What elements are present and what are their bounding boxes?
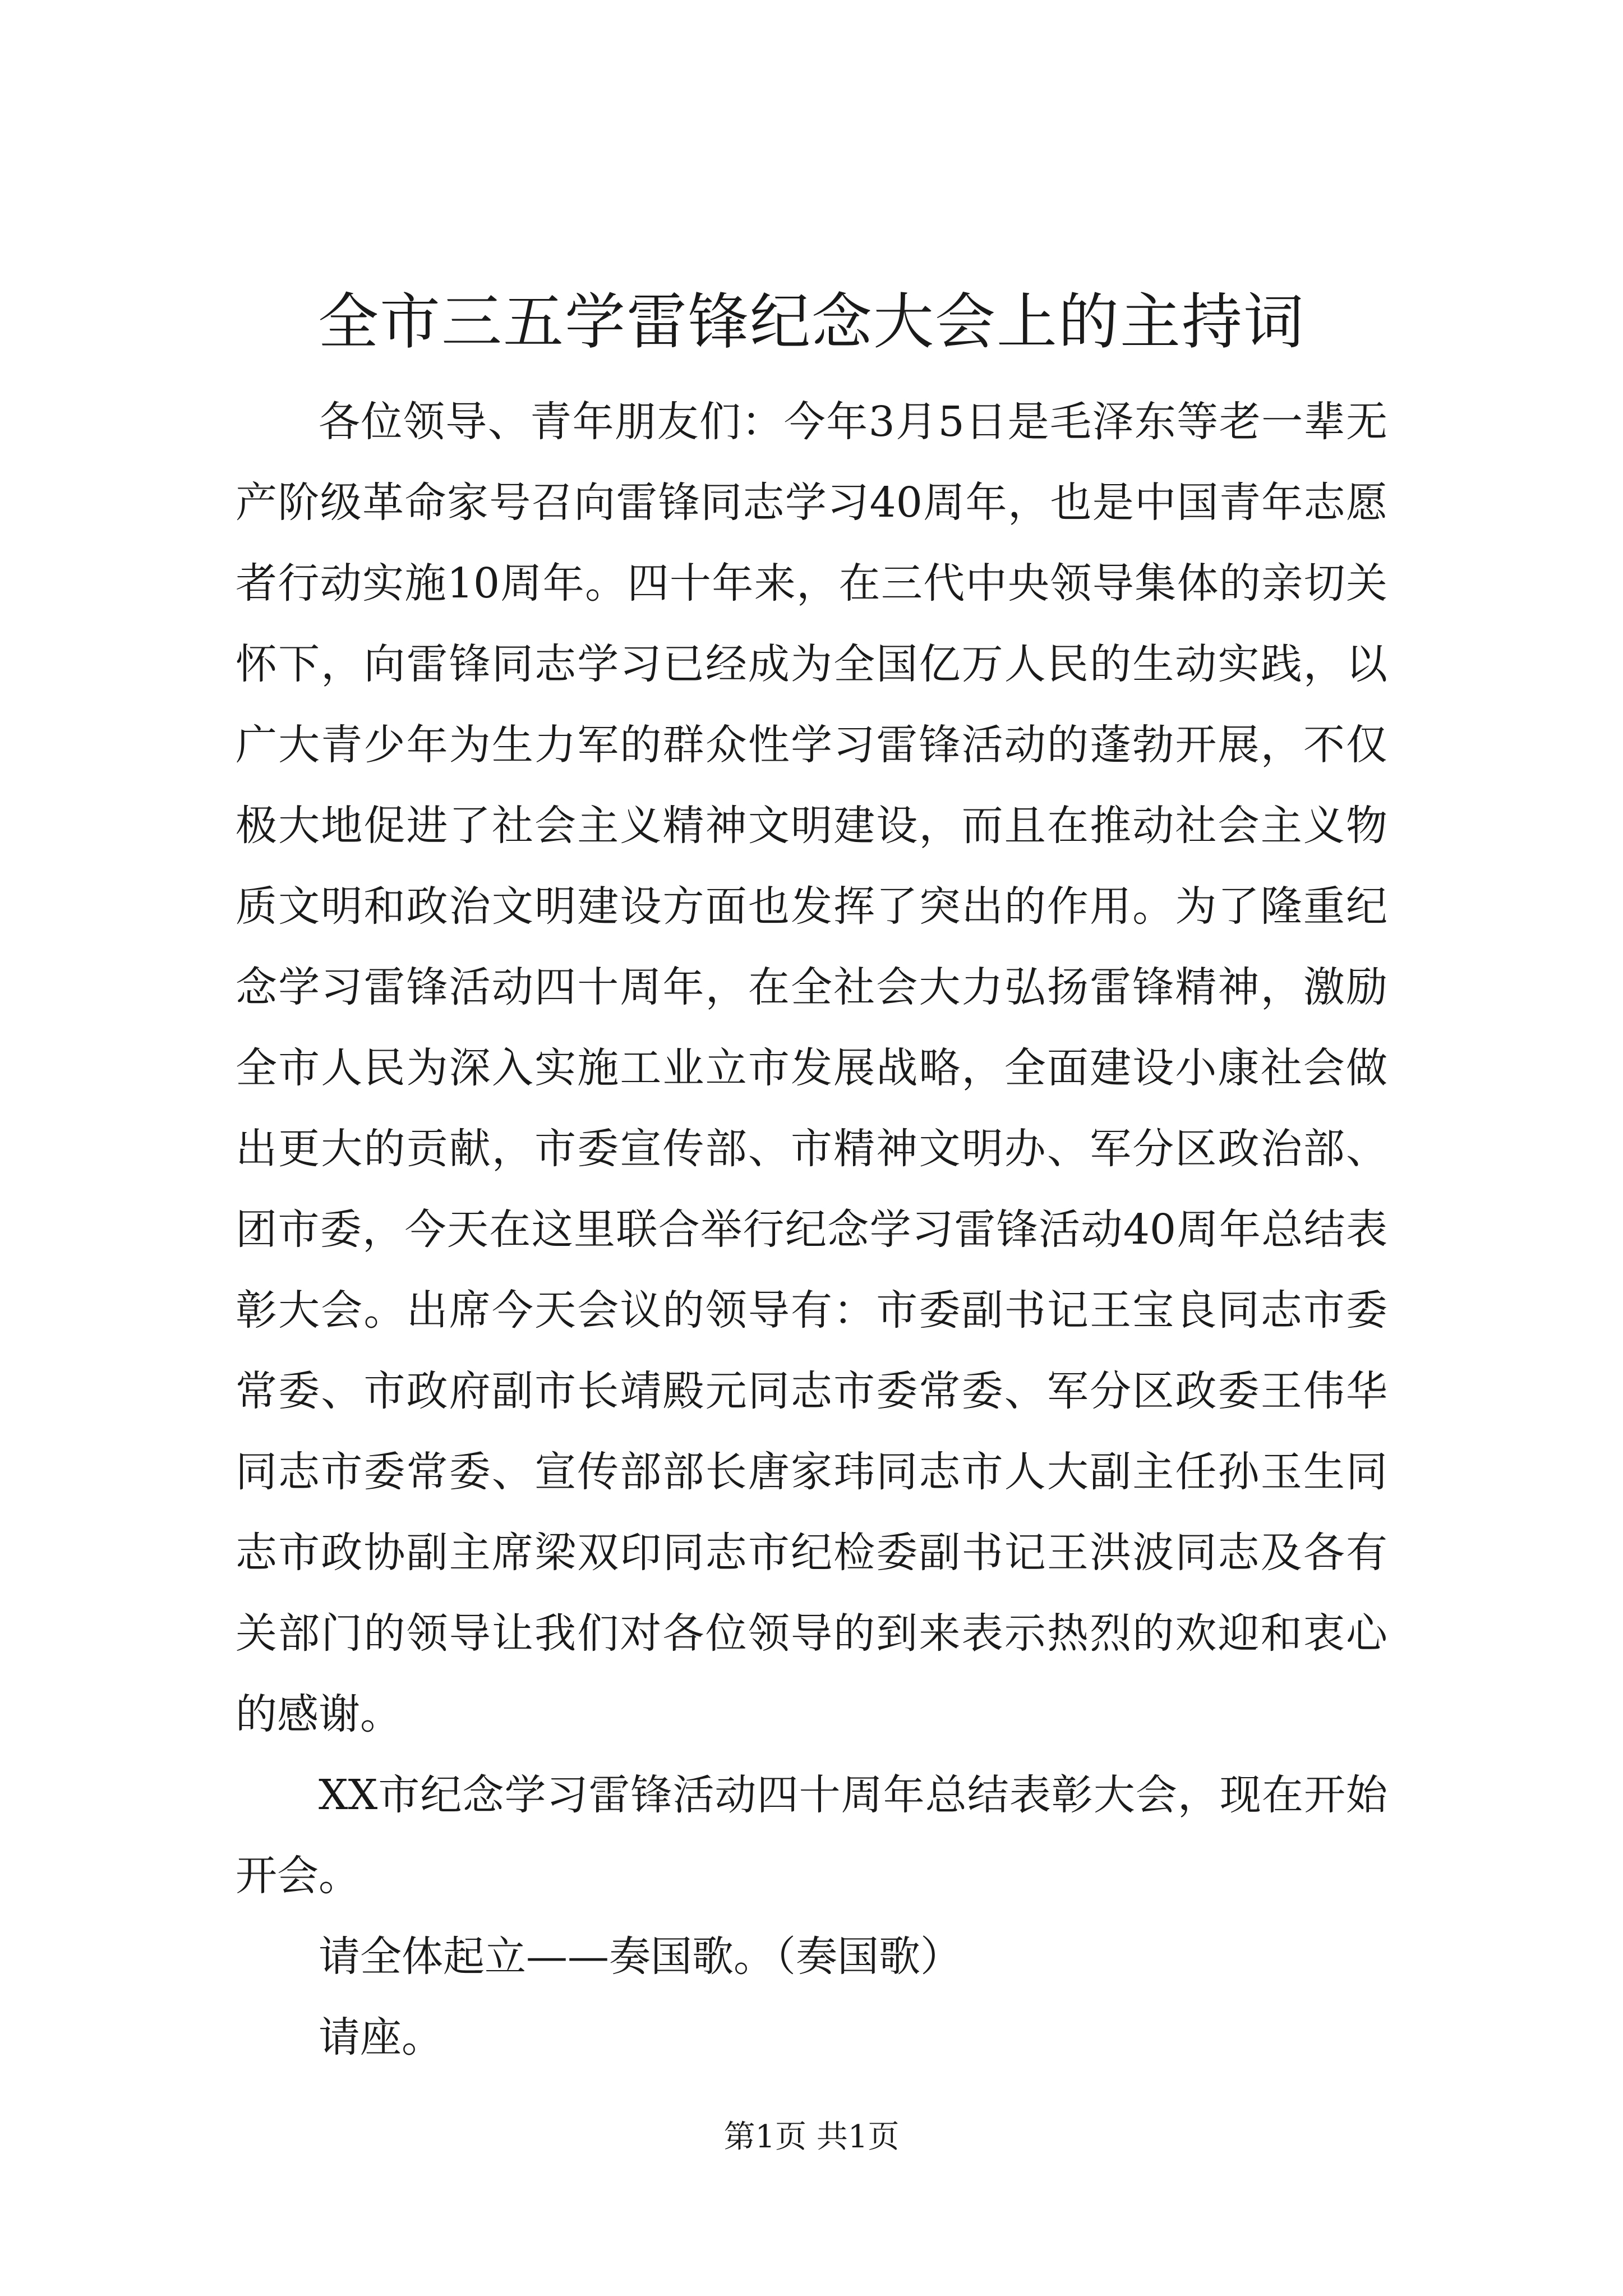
document-title: 全市三五学雷锋纪念大会上的主持词 — [317, 287, 1305, 357]
document-body — [236, 381, 1387, 2078]
paragraph-meeting-start: XX市纪念学习雷锋活动四十周年总结表彰大会，现在开始开会。 — [236, 1771, 1387, 1900]
paragraph-national-anthem: 请全体起立——奏国歌。（奏国歌） — [319, 1932, 962, 1981]
paragraph-please-sit: 请座。 — [319, 2013, 443, 2062]
page-footer: 第1页 共1页 — [723, 2119, 900, 2155]
paragraph-opening-remarks: 各位领导、青年朋友们：今年3月5日是毛泽东等老一辈无产阶级革命家号召向雷锋同志学习40周年，也是中国青年志愿者行动实施10周年。四十年来，在三代中央领导集体的亲切关怀下，向雷锋同志学习已经成为全国亿万人民的生动实践，以广大青少年为生力军的群众性学习雷锋活动的蓬勃开展，不仅极大地促进了社会主义精神文明建设，而且在推动社会主义物质文明和政治文明建设方面也发挥了突出的作用。为了隆重纪念学习雷锋活动四十周年，在全社会大力弘扬雷锋精神，激励全市人民为深入实施工业立市发展战略，全面建设小康社会做出更大的贡献，市委宣传部、市精神文明办、军分区政治部、团市委，今天在这里联合举行纪念学习雷锋活动40周年总结表彰大会。出席今天会议的领导有：市委副书记王宝良同志市委常委、市政府副市长靖殿元同志市委常委、军分区政委王伟华同志市委常委、宣传部部长唐家玮同志市人大副主任孙玉生同志市政协副主席梁双印同志市纪检委副书记王洪波同志及各有关部门的领导让我们对各位领导的到来表示热烈的欢迎和衷心的感谢。 — [236, 398, 1387, 1738]
